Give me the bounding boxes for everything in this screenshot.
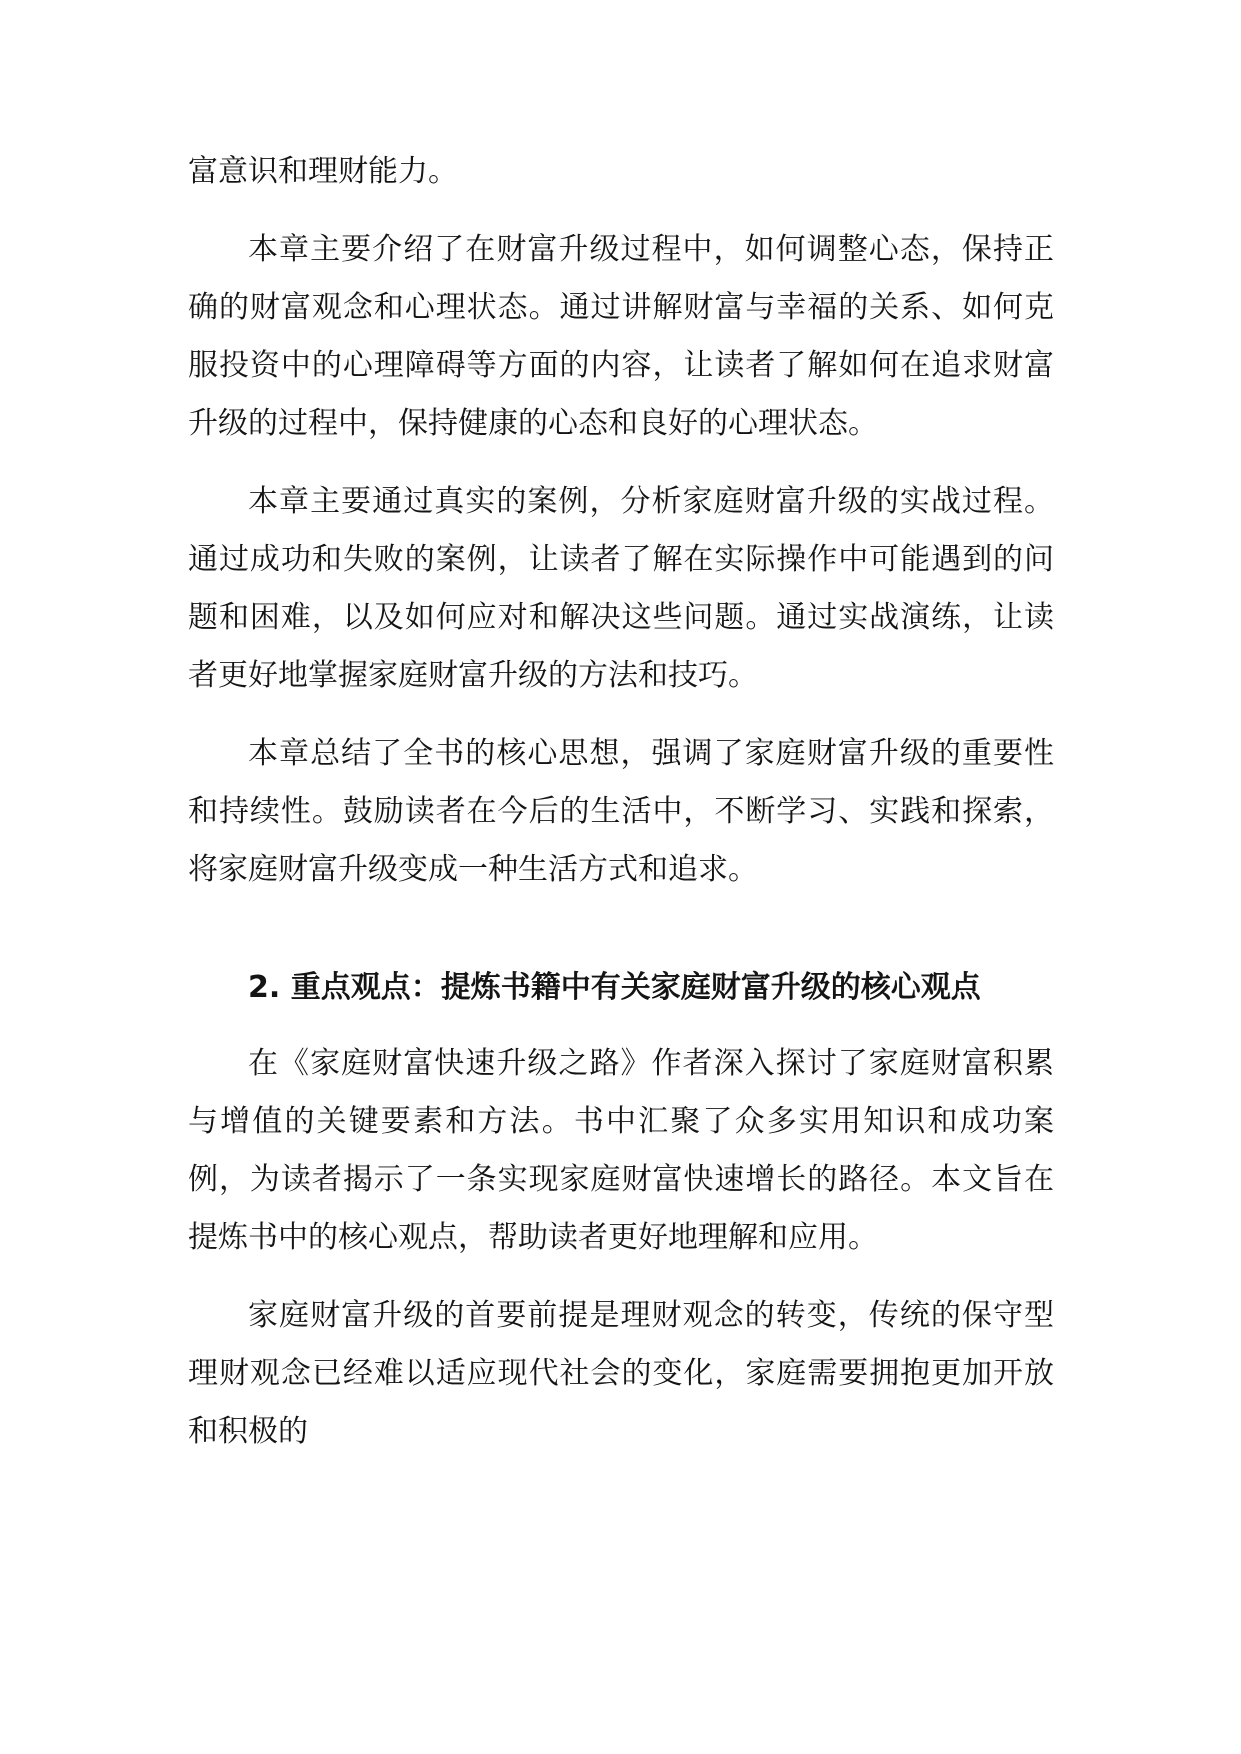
document-page: [188, 143, 1054, 1481]
body-paragraph: 本章总结了全书的核心思想，强调了家庭财富升级的重要性和持续性。鼓励读者在今后的生活中，不断学习、实践和探索，将家庭财富升级变成一种生活方式和追求。: [188, 736, 1054, 887]
body-paragraph: 富意识和理财能力。: [188, 154, 458, 189]
body-paragraph: 本章主要介绍了在财富升级过程中，如何调整心态，保持正确的财富观念和心理状态。通过讲解财富与幸福的关系、如何克服投资中的心理障碍等方面的内容，让读者了解如何在追求财富升级的过程中，保持健康的心态和良好的心理状态。: [188, 232, 1054, 441]
body-paragraph: 本章主要通过真实的案例，分析家庭财富升级的实战过程。通过成功和失败的案例，让读者了解在实际操作中可能遇到的问题和困难，以及如何应对和解决这些问题。通过实战演练，让读者更好地掌握家庭财富升级的方法和技巧。: [188, 484, 1054, 693]
body-paragraph: 在《家庭财富快速升级之路》作者深入探讨了家庭财富积累与增值的关键要素和方法。书中汇聚了众多实用知识和成功案例，为读者揭示了一条实现家庭财富快速增长的路径。本文旨在提炼书中的核心观点，帮助读者更好地理解和应用。: [188, 1046, 1054, 1255]
section-heading: 2. 重点观点：提炼书籍中有关家庭财富升级的核心观点: [248, 970, 981, 1005]
body-paragraph: 家庭财富升级的首要前提是理财观念的转变，传统的保守型理财观念已经难以适应现代社会的变化，家庭需要拥抱更加开放和积极的: [188, 1298, 1054, 1449]
